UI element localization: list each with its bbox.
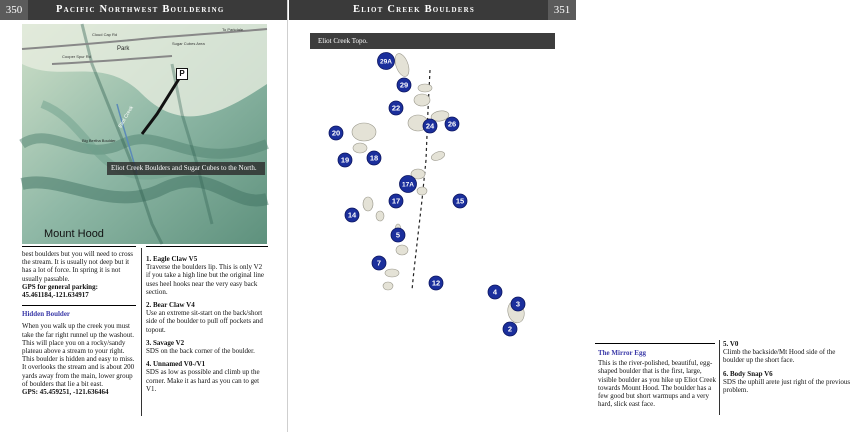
map-label-park: Park bbox=[117, 46, 130, 52]
marker-24 bbox=[423, 119, 437, 133]
boulder-shape bbox=[392, 52, 411, 79]
intro-text: best boulders but you will need to cross the stream. It is usually not deep but it has a lot of force. In spring it is not usually passable. bbox=[22, 250, 134, 283]
right-column-divider bbox=[719, 340, 720, 415]
marker-22 bbox=[389, 101, 403, 115]
marker-label: 3 bbox=[515, 299, 521, 309]
problem-2 bbox=[146, 301, 268, 334]
marker-29 bbox=[397, 78, 411, 92]
boulder-shape bbox=[376, 211, 384, 221]
marker-7 bbox=[372, 256, 386, 270]
boulder-shape bbox=[383, 282, 393, 290]
boulder-shape bbox=[417, 187, 427, 195]
problem-3-text: SDS on the back corner of the boulder. bbox=[146, 347, 255, 356]
problem-2-title: 2. Bear Claw V4 bbox=[146, 301, 195, 310]
problem-3-title: 3. Savage V2 bbox=[146, 338, 185, 347]
problem-6 bbox=[723, 370, 851, 395]
marker-label: 22 bbox=[391, 103, 401, 113]
marker-label: 7 bbox=[376, 258, 382, 268]
marker-17 bbox=[389, 194, 403, 208]
left-col2 bbox=[146, 255, 268, 393]
marker-12 bbox=[429, 276, 443, 290]
marker-label: 12 bbox=[431, 278, 441, 288]
gps-hidden-boulder: GPS: 45.459251, -121.636464 bbox=[22, 388, 109, 397]
marker-label: 5 bbox=[395, 230, 401, 240]
problem-1-title: 1. Eagle Claw V5 bbox=[146, 255, 198, 263]
marker-17a bbox=[400, 176, 417, 193]
left-col1 bbox=[22, 250, 136, 400]
boulder-shape bbox=[353, 143, 367, 153]
right-col1 bbox=[598, 349, 718, 412]
marker-label: 24 bbox=[425, 121, 435, 131]
boulder-shape bbox=[363, 197, 373, 211]
hidden-boulder-text: When you walk up the creek you must take the far right runnel up the washout. This will place you on a rocky/sandy plateau above a stream to your right. This boulder is hidden and easy to miss. It overlooks the stream and is about 200 yards away from the main, lower group of boulders that lie a bit east. bbox=[22, 322, 135, 388]
right-page bbox=[288, 0, 851, 432]
problem-1-text: Traverse the boulders lip. This is only V2 if you take a high line but the original line uses heel hooks near the very easy back section. bbox=[146, 263, 264, 296]
right-page-number: 351 bbox=[548, 0, 576, 20]
marker-29a bbox=[378, 53, 395, 70]
marker-label: 19 bbox=[340, 155, 350, 165]
marker-2 bbox=[503, 322, 517, 336]
boulder-shape bbox=[352, 123, 376, 141]
marker-14 bbox=[345, 208, 359, 222]
right-col2 bbox=[723, 340, 851, 394]
left-header-title: Pacific Northwest Bouldering bbox=[56, 4, 225, 15]
col2-top-rule bbox=[146, 246, 268, 247]
marker-19 bbox=[338, 153, 352, 167]
topo-svg bbox=[310, 50, 555, 340]
area-map bbox=[22, 24, 267, 244]
map-caption: Eliot Creek Boulders and Sugar Cubes to the North. bbox=[107, 162, 265, 175]
boulder-shape bbox=[385, 269, 399, 277]
right-header-title: Eliot Creek Boulders bbox=[353, 4, 476, 15]
boulder-shape bbox=[430, 150, 446, 162]
problem-2-text: Use an extreme sit-start on the back/short side of the boulder to pull off pockets and topout. bbox=[146, 309, 263, 334]
left-page bbox=[0, 0, 288, 432]
map-label-big-bertha: Big Bertha Boulder bbox=[82, 138, 116, 143]
problem-5-title: 5. V0 bbox=[723, 340, 739, 348]
problem-6-text: SDS the uphill arete just right of the previous problem. bbox=[723, 377, 851, 395]
marker-4 bbox=[488, 285, 502, 299]
right-col1-top-rule bbox=[595, 343, 715, 344]
topo-diagram bbox=[310, 50, 555, 340]
marker-label: 29 bbox=[399, 80, 409, 90]
gps-parking: GPS for general parking: 45.461184,-121.634917 bbox=[22, 282, 98, 300]
marker-label: 17 bbox=[391, 196, 401, 206]
left-column-divider bbox=[141, 248, 142, 416]
col1-top-rule bbox=[22, 246, 136, 247]
map-label-sugar-cubes: Sugar Cubes Area bbox=[172, 41, 205, 46]
marker-label: 2 bbox=[507, 324, 513, 334]
map-region-label: Mount Hood bbox=[44, 228, 104, 240]
problem-3 bbox=[146, 339, 268, 355]
problem-5-text: Climb the backside/Mt Hood side of the boulder up the short face. bbox=[723, 348, 836, 365]
map-labels bbox=[22, 24, 267, 244]
section-title-mirror-egg: The Mirror Egg bbox=[598, 349, 646, 357]
marker-15 bbox=[453, 194, 467, 208]
map-parking-marker: P bbox=[176, 68, 188, 80]
right-header-bar bbox=[289, 0, 576, 20]
boulder-shape bbox=[414, 94, 430, 106]
problem-4 bbox=[146, 360, 268, 393]
section-title-hidden-boulder: Hidden Boulder bbox=[22, 310, 71, 319]
marker-label: 18 bbox=[369, 153, 379, 163]
topo-caption: Eliot Creek Topo. bbox=[318, 37, 368, 45]
left-page-number: 350 bbox=[0, 0, 28, 20]
marker-label: 26 bbox=[447, 119, 457, 129]
marker-18 bbox=[367, 151, 381, 165]
marker-label: 20 bbox=[331, 128, 341, 138]
problem-1 bbox=[146, 255, 268, 296]
marker-20 bbox=[329, 126, 343, 140]
boulder-shape bbox=[418, 84, 432, 92]
section-rule bbox=[22, 305, 136, 306]
marker-3 bbox=[511, 297, 525, 311]
boulder-shape bbox=[396, 245, 408, 255]
marker-label: 14 bbox=[347, 210, 357, 220]
map-label-road-top: Cloud Cap Rd bbox=[92, 32, 118, 37]
problem-4-text: SDS as low as possible and climb up the corner. Make it as hard as you can to get V1. bbox=[146, 368, 260, 393]
mirror-egg-text: This is the river-polished, beautiful, egg-shaped boulder that is the first, large, visible boulder as you hike up Eliot Creek towards Mount Hood. The boulder has a few good but short warmups and a very hard, slick east face. bbox=[598, 359, 717, 409]
problem-6-title: 6. Body Snap V6 bbox=[723, 369, 773, 378]
problem-4-title: 4. Unnamed V0-/V1 bbox=[146, 360, 206, 369]
topo-caption-bar bbox=[310, 33, 555, 49]
marker-label: 4 bbox=[492, 287, 498, 297]
marker-label: 15 bbox=[455, 196, 465, 206]
marker-label: 29A bbox=[380, 58, 392, 66]
marker-label: 17A bbox=[402, 181, 414, 189]
map-label-creek: Eliot Creek bbox=[117, 104, 135, 130]
marker-26 bbox=[445, 117, 459, 131]
map-label-to-parkdale: To Parkdale bbox=[222, 27, 244, 32]
left-header-bar bbox=[0, 0, 287, 20]
problem-5 bbox=[723, 340, 851, 365]
map-label-road-mid: Cooper Spur Rd bbox=[62, 54, 91, 59]
marker-5 bbox=[391, 228, 405, 242]
